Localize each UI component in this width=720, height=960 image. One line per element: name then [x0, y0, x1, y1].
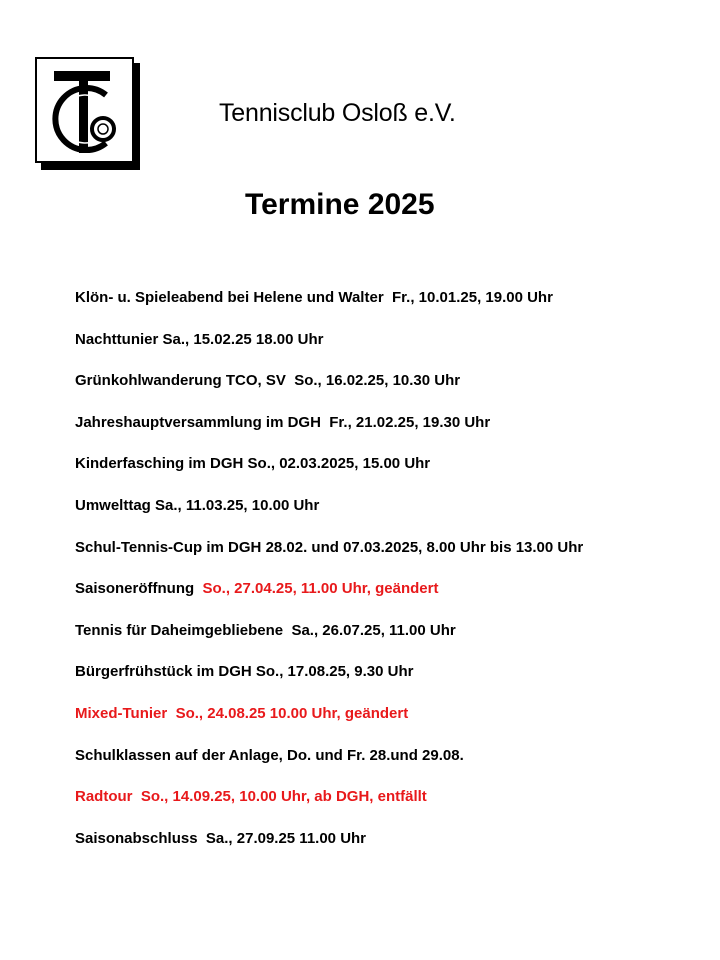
event-name: Grünkohlwanderung TCO, SV	[75, 372, 286, 390]
event-date: So., 16.02.25, 10.30 Uhr	[294, 372, 461, 390]
event-item	[75, 497, 715, 539]
event-name: Radtour	[75, 788, 133, 806]
club-name: Tennisclub Osloß e.V.	[219, 99, 456, 127]
event-separator	[167, 705, 175, 722]
event-name: Nachttunier	[75, 330, 159, 348]
event-item	[75, 539, 715, 581]
event-item	[75, 414, 715, 456]
event-separator	[286, 372, 294, 389]
event-date: So., 17.08.25, 9.30 Uhr	[255, 663, 414, 681]
event-name: Saisonabschluss	[75, 829, 198, 847]
event-name: Kinderfasching im DGH	[75, 455, 244, 473]
event-date: So., 14.09.25, 10.00 Uhr, ab DGH, entfällt	[140, 788, 427, 806]
event-item	[75, 580, 715, 622]
event-item	[75, 663, 715, 705]
event-date: Fr., 10.01.25, 19.00 Uhr	[392, 289, 553, 306]
event-item	[75, 289, 715, 331]
event-list	[75, 289, 715, 871]
event-item	[75, 747, 715, 789]
event-name: Jahreshauptversammlung im DGH	[75, 413, 321, 431]
event-separator	[321, 414, 329, 431]
event-name: Bürgerfrühstück im DGH	[75, 663, 252, 681]
event-separator	[133, 788, 141, 805]
event-item	[75, 830, 715, 872]
event-separator	[194, 580, 202, 597]
event-name: Klön- u. Spieleabend bei Helene und Walter	[75, 289, 384, 306]
event-name: Tennis für Daheimgebliebene	[75, 621, 284, 639]
event-date: Sa., 27.09.25 11.00 Uhr	[205, 829, 367, 847]
event-item	[75, 788, 715, 830]
event-item	[75, 705, 715, 747]
tco-club-logo-icon	[35, 57, 140, 170]
event-date: So., 02.03.2025, 15.00 Uhr	[247, 455, 431, 473]
event-date: 28.02. und 07.03.2025, 8.00 Uhr bis 13.00 Uhr	[265, 538, 584, 556]
event-date: Fr., 21.02.25, 19.30 Uhr	[329, 413, 491, 431]
event-date: Sa., 26.07.25, 11.00 Uhr	[291, 621, 456, 639]
event-date: Do. und Fr. 28.und 29.08.	[287, 746, 464, 764]
event-name: Schul-Tennis-Cup im DGH	[75, 538, 262, 556]
event-separator	[384, 289, 392, 306]
event-item	[75, 622, 715, 664]
event-date: So., 27.04.25, 11.00 Uhr, geändert	[202, 580, 439, 598]
event-name: Saisoneröffnung	[75, 580, 195, 598]
event-item	[75, 455, 715, 497]
event-item	[75, 372, 715, 414]
event-date: Sa., 11.03.25, 10.00 Uhr	[155, 496, 320, 514]
event-name: Schulklassen auf der Anlage,	[75, 746, 283, 764]
event-separator	[198, 830, 206, 847]
event-date: Sa., 15.02.25 18.00 Uhr	[162, 330, 324, 348]
event-name: Umwelttag	[75, 496, 151, 514]
page-title: Termine 2025	[245, 188, 435, 221]
event-item	[75, 331, 715, 373]
event-date: So., 24.08.25 10.00 Uhr, geändert	[175, 704, 409, 722]
event-name: Mixed-Tunier	[75, 704, 168, 722]
